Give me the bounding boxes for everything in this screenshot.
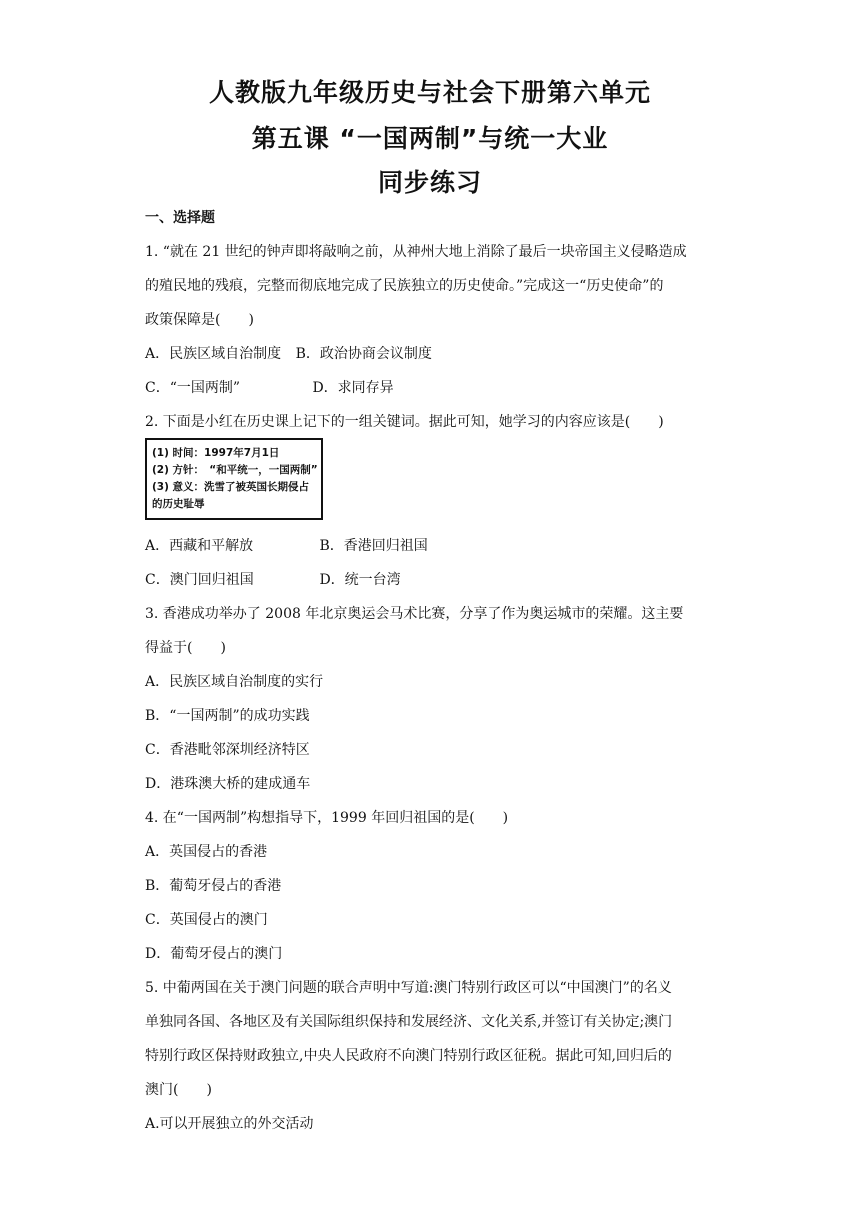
- q1-option-d[interactable]: D．求同存异: [312, 380, 394, 396]
- q3-stem-line2: 得益于( ): [145, 640, 226, 656]
- q5-stem-line2: 单独同各国、各地区及有关国际组织保持和发展经济、文化关系,并签订有关协定;澳门: [145, 1014, 673, 1030]
- q3-option-c[interactable]: C．香港毗邻深圳经济特区: [145, 742, 310, 758]
- q5-stem-line4: 澳门( ): [145, 1082, 212, 1098]
- page-title: 人教版九年级历史与社会下册第六单元: [208, 78, 651, 107]
- q1-stem-line3: 政策保障是( ): [145, 312, 254, 328]
- q1-stem-line1: 1. “就在 21 世纪的钟声即将敲响之前，从神州大地上消除了最后一块帝国主义侵略造成: [145, 244, 687, 260]
- q5-stem-line1: 5. 中葡两国在关于澳门问题的联合声明中写道:澳门特别行政区可以“中国澳门”的名义: [145, 980, 672, 996]
- q4-option-c[interactable]: C．英国侵占的澳门: [145, 912, 268, 928]
- q4-option-b[interactable]: B．葡萄牙侵占的香港: [145, 878, 282, 894]
- q3-stem-line1: 3. 香港成功举办了 2008 年北京奥运会马术比赛，分享了作为奥运城市的荣耀。这主要: [145, 606, 684, 622]
- q1-options-row1: [145, 343, 432, 363]
- note-line-policy: (2) 方针： “和平统一，一国两制”: [152, 464, 318, 476]
- note-line-meaning-cont: 的历史耻辱: [152, 498, 205, 510]
- q4-stem: 4. 在“一国两制”构想指导下，1999 年回归祖国的是( ): [145, 810, 509, 826]
- q2-option-c[interactable]: C．澳门回归祖国: [145, 572, 254, 588]
- q2-option-a[interactable]: A．西藏和平解放: [145, 538, 254, 554]
- q4-option-d[interactable]: D．葡萄牙侵占的澳门: [145, 946, 283, 962]
- q1-option-c[interactable]: C．“一国两制”: [145, 380, 241, 396]
- q3-option-b[interactable]: B．“一国两制”的成功实践: [145, 708, 310, 724]
- note-line-meaning: (3) 意义：洗雪了被英国长期侵占: [152, 481, 310, 493]
- keyword-note-image: [145, 438, 323, 520]
- q4-option-a[interactable]: A．英国侵占的香港: [145, 844, 268, 860]
- q1-option-b[interactable]: B．政治协商会议制度: [295, 346, 432, 362]
- q3-option-d[interactable]: D．港珠澳大桥的建成通车: [145, 776, 311, 792]
- lesson-title: 第五课 “一国两制”与统一大业: [251, 124, 609, 153]
- note-line-time: (1) 时间：1997年7月1日: [152, 447, 280, 459]
- q5-stem-line3: 特别行政区保持财政独立,中央人民政府不向澳门特别行政区征税。据此可知,回归后的: [145, 1048, 672, 1064]
- q1-option-a[interactable]: A．民族区域自治制度: [145, 346, 282, 362]
- q2-option-d[interactable]: D．统一台湾: [319, 572, 401, 588]
- q2-options-row1: [145, 535, 428, 555]
- q1-options-row2: [145, 377, 394, 397]
- q2-options-row2: [145, 569, 401, 589]
- q2-stem: 2. 下面是小红在历史课上记下的一组关键词。据此可知，她学习的内容应该是( ): [145, 414, 664, 430]
- section-heading: 一、选择题: [145, 210, 215, 226]
- q3-option-a[interactable]: A．民族区域自治制度的实行: [145, 674, 324, 690]
- q5-option-a[interactable]: A.可以开展独立的外交活动: [145, 1116, 314, 1132]
- subtitle: 同步练习: [377, 168, 482, 197]
- q1-stem-line2: 的殖民地的残痕，完整而彻底地完成了民族独立的历史使命。”完成这一“历史使命”的: [145, 278, 664, 294]
- q2-option-b[interactable]: B．香港回归祖国: [319, 538, 428, 554]
